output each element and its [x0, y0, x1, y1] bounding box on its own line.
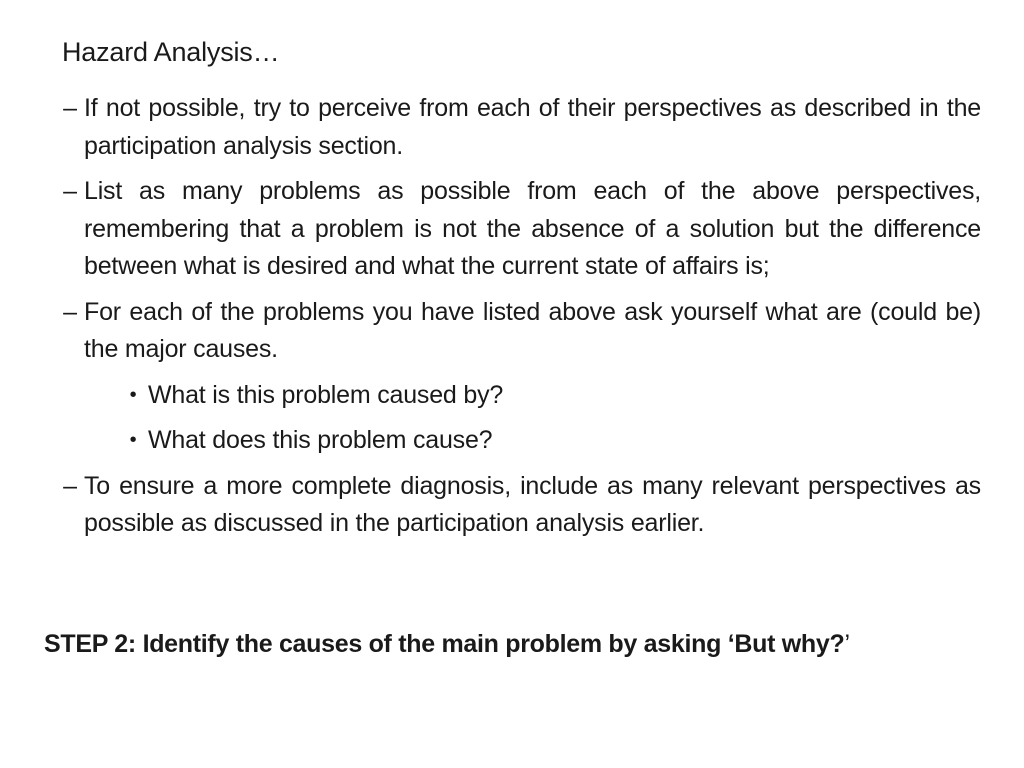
dash-marker: – — [63, 177, 77, 205]
step-heading-text: STEP 2: Identify the causes of the main problem by asking ‘But why? — [44, 630, 845, 658]
sub-list-item-text: What does this problem cause? — [148, 426, 493, 454]
sub-list-item — [46, 377, 981, 415]
step-heading-closing-quote: ’ — [844, 630, 850, 658]
sub-list-item-text: What is this problem caused by? — [148, 380, 504, 409]
list-item — [46, 468, 981, 543]
list-item — [46, 294, 981, 369]
dash-marker: – — [63, 94, 77, 122]
list-item — [46, 173, 981, 286]
dash-marker: – — [63, 471, 77, 500]
list-item-text: List as many problems as possible from each of the above perspectives, remembering that a problem is not the absence of a solution but the difference between what is desired and what the current state of affairs is; — [84, 177, 981, 280]
dash-marker: – — [63, 297, 77, 326]
slide-title: Hazard Analysis… — [62, 37, 280, 67]
sub-list-item — [46, 422, 981, 460]
list-item — [46, 90, 981, 165]
list-item-text: For each of the problems you have listed above ask yourself what are (could be) the major causes. — [84, 297, 981, 363]
bullet-marker: • — [129, 383, 137, 406]
list-item-text: If not possible, try to perceive from each of their perspectives as described in the participation analysis section. — [84, 94, 981, 160]
slide-content — [46, 90, 981, 551]
bullet-marker: • — [129, 429, 137, 451]
step-heading — [44, 626, 850, 662]
list-item-text: To ensure a more complete diagnosis, include as many relevant perspectives as possible as discussed in the participation analysis earlier. — [84, 471, 981, 537]
